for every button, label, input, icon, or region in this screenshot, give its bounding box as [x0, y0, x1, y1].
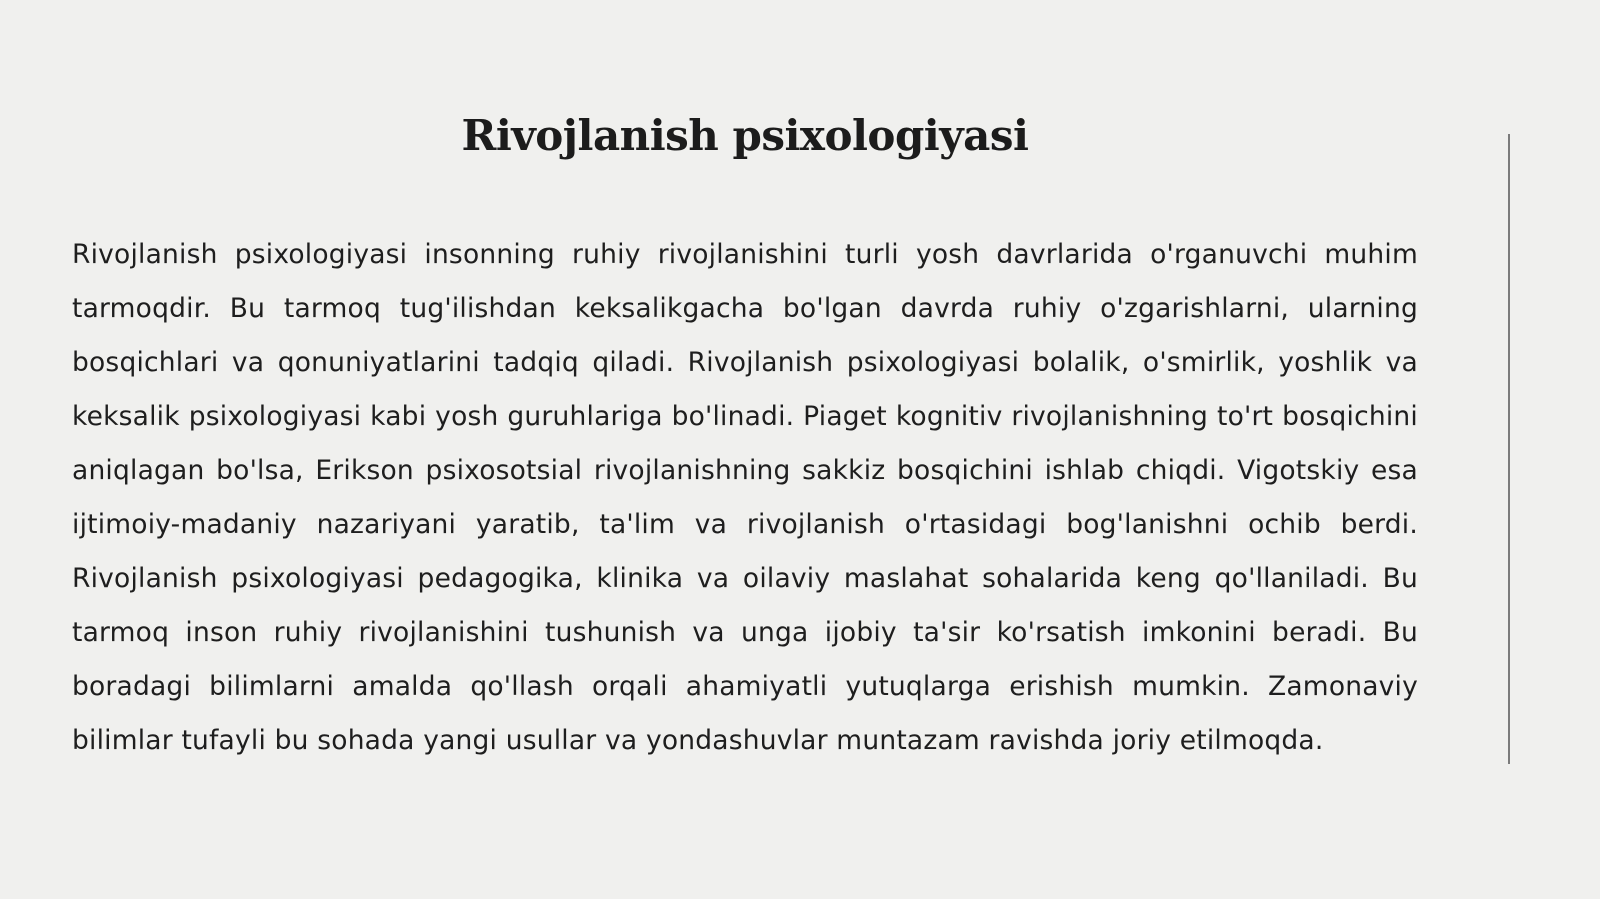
- slide-body-text: Rivojlanish psixologiyasi insonning ruhiy rivojlanishini turli yosh davrlarida o'rganuvchi muhim tarmoqdir. Bu tarmoq tug'ilishdan keksalikgacha bo'lgan davrda ruhiy o'zgarishlarni, ularning bosqichlari va qonuniyatlarini tadqiq qiladi. Rivojlanish psixologiyasi bolalik, o'smirlik, yoshlik va keksalik psixologiyasi kabi yosh guruhlariga bo'linadi. Piaget kognitiv rivojlanishning to'rt bosqichini aniqlagan bo'lsa, Erikson psixosotsial rivojlanishning sakkiz bosqichini ishlab chiqdi. Vigotskiy esa ijtimoiy-madaniy nazariyani yaratib, ta'lim va rivojlanish o'rtasidagi bog'lanishni ochib berdi. Rivojlanish psixologiyasi pedagogika, klinika va oilaviy maslahat sohalarida keng qo'llaniladi. Bu tarmoq inson ruhiy rivojlanishini tushunish va unga ijobiy ta'sir ko'rsatish imkonini beradi. Bu boradagi bilimlarni amalda qo'llash orqali ahamiyatli yutuqlarga erishish mumkin. Zamonaviy bilimlar tufayli bu sohada yangi usullar va yondashuvlar muntazam ravishda joriy etilmoqda.: [72, 239, 1418, 756]
- slide-title: Rivojlanish psixologiyasi: [461, 111, 1029, 160]
- vertical-divider: [1508, 134, 1510, 764]
